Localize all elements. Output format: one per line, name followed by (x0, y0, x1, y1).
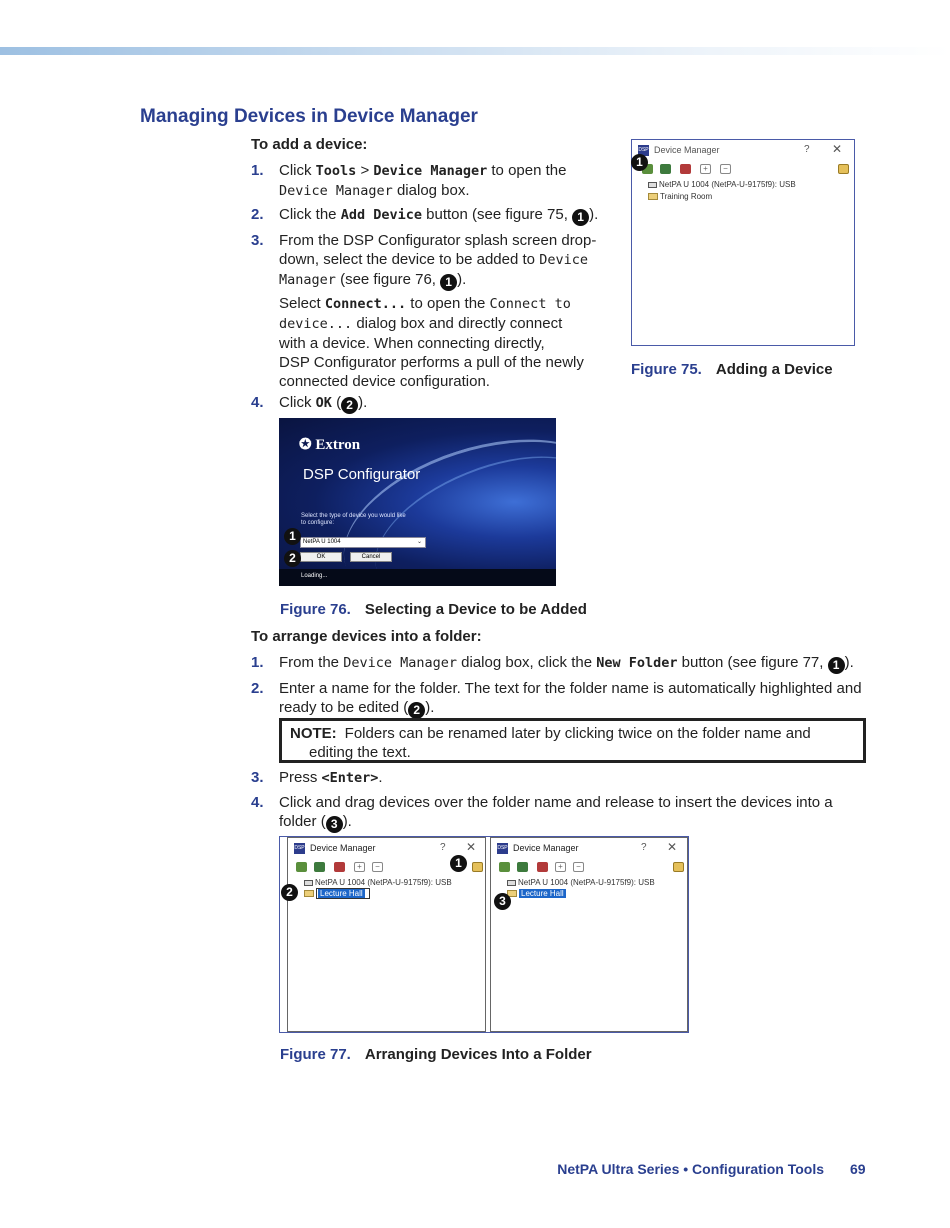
step-text: button (see figure 77, (677, 654, 828, 671)
window-title: Device Manager (513, 843, 579, 853)
add-step-3 (251, 231, 611, 289)
dialog-ref: Device Manager (343, 655, 457, 671)
figure75-device-manager-window (631, 139, 855, 346)
device-type-prompt: Select the type of device you would like to configure: (301, 513, 406, 526)
add-step-1 (251, 161, 611, 201)
device-icon (648, 182, 657, 188)
tree-item-folder-editing[interactable] (304, 889, 370, 898)
expand-icon[interactable]: + (700, 164, 711, 174)
tree-item-device[interactable] (648, 180, 796, 189)
dialog-ref: Device Manager (279, 183, 393, 199)
collapse-icon[interactable]: − (720, 164, 731, 174)
connect-paragraph (279, 294, 619, 391)
expand-icon[interactable]: + (354, 862, 365, 872)
callout-marker-2: 2 (281, 884, 298, 901)
step-text: to open the (487, 162, 567, 179)
callout-marker: 2 (408, 702, 425, 719)
callout-marker-1: 1 (450, 855, 467, 872)
para-text: to open the (406, 295, 490, 312)
button-ref-new-folder: New Folder (596, 655, 678, 671)
folder-icon (648, 193, 658, 200)
toolbar (632, 164, 854, 178)
para-text: DSP Configurator performs a pull of the newly (279, 354, 584, 371)
callout-marker-1: 1 (631, 154, 648, 171)
window-titlebar (491, 838, 687, 860)
menu-ref-device-manager: Device Manager (373, 163, 488, 179)
step-text: From the DSP Configurator splash screen drop- (279, 232, 597, 249)
dialog-ref: Device (539, 252, 588, 268)
folder-label: Lecture Hall (320, 889, 363, 898)
device-icon (304, 880, 313, 886)
footer-title: NetPA Ultra Series • Configuration Tools (557, 1161, 824, 1177)
device-label: NetPA U 1004 (NetPA-U-9175f9): USB (518, 878, 655, 887)
step-number: 2. (251, 680, 264, 697)
callout-marker: 3 (326, 816, 343, 833)
step-text: dialog box, click the (456, 654, 597, 671)
dsp-app-icon: DSP (638, 145, 649, 156)
dialog-ref: Connect to (489, 296, 571, 312)
collapse-icon[interactable]: − (372, 862, 383, 872)
connect-device-icon[interactable] (314, 862, 325, 872)
menu-ref-tools: Tools (315, 163, 357, 179)
loading-text: Loading... (301, 573, 328, 579)
step-text: > (356, 162, 374, 179)
step-text: Press (279, 769, 322, 786)
collapse-icon[interactable]: − (573, 862, 584, 872)
para-text: Select (279, 295, 325, 312)
step-number: 3. (251, 769, 264, 786)
tree-item-device[interactable] (507, 878, 655, 887)
close-button[interactable]: ✕ (832, 142, 843, 156)
para-text: with a device. When connecting directly, (279, 335, 545, 352)
section-heading: Managing Devices in Device Manager (140, 106, 478, 127)
new-folder-icon[interactable] (472, 862, 483, 872)
new-folder-icon[interactable] (673, 862, 684, 872)
device-icon (507, 880, 516, 886)
step-number: 3. (251, 232, 264, 249)
close-button[interactable]: ✕ (466, 840, 477, 854)
remove-device-icon[interactable] (537, 862, 548, 872)
figure-title: Arranging Devices Into a Folder (364, 1046, 592, 1063)
step-text: Click (279, 394, 316, 411)
new-folder-icon[interactable] (838, 164, 849, 174)
step-text: down, select the device to be added to (279, 251, 540, 268)
figure77-right-window (490, 837, 688, 1032)
callout-marker-1: 1 (284, 528, 301, 545)
step-text: ). (457, 271, 467, 288)
dsp-app-icon: DSP (294, 843, 305, 854)
folder-name-edit-field[interactable] (316, 888, 370, 899)
step-text: ). (425, 699, 435, 716)
extron-logo: ✪ Extron (299, 437, 361, 453)
figure-number: Figure 77. (280, 1046, 351, 1063)
add-device-icon[interactable] (296, 862, 307, 872)
help-button[interactable]: ? (440, 842, 446, 853)
window-title: Device Manager (310, 843, 376, 853)
add-step-4 (251, 393, 451, 413)
note-label: NOTE: (290, 725, 337, 742)
step-text: Click (279, 162, 316, 179)
device-label: NetPA U 1004 (NetPA-U-9175f9): USB (315, 878, 452, 887)
step-text: ). (342, 813, 352, 830)
window-title: Device Manager (654, 145, 720, 155)
tree-item-folder[interactable] (648, 192, 712, 201)
para-text: connected device configuration. (279, 373, 490, 390)
note-box (279, 718, 866, 763)
arrange-step-3 (251, 768, 451, 788)
step-text: button (see figure 75, (421, 206, 573, 223)
step-text: . (378, 769, 383, 786)
step-text: ( (331, 394, 342, 411)
figure75-caption (631, 361, 833, 378)
key-ref-enter: <Enter> (321, 770, 379, 786)
figure-number: Figure 75. (631, 361, 702, 378)
selected-value: NetPA U 1004 (303, 539, 341, 545)
step-text: folder ( (279, 813, 326, 830)
step-text: ). (589, 206, 599, 223)
step-number: 4. (251, 794, 264, 811)
step-number: 2. (251, 206, 264, 223)
remove-device-icon[interactable] (680, 164, 691, 174)
callout-marker: 1 (440, 274, 457, 291)
callout-marker-3: 3 (494, 893, 511, 910)
add-step-2 (251, 205, 611, 225)
figure76-caption (280, 601, 587, 618)
remove-device-icon[interactable] (334, 862, 345, 872)
add-device-icon[interactable] (499, 862, 510, 872)
step-text: ). (844, 654, 854, 671)
arrange-subheading: To arrange devices into a folder: (251, 628, 482, 645)
header-gradient-bar (0, 47, 950, 55)
callout-marker: 1 (828, 657, 845, 674)
folder-label: Lecture Hall (521, 889, 564, 898)
dialog-ref: Manager (279, 272, 336, 288)
tree-item-folder[interactable] (507, 889, 566, 898)
device-type-select[interactable] (300, 537, 426, 548)
toolbar (491, 862, 687, 876)
arrange-step-4 (251, 793, 871, 831)
dialog-ref: device... (279, 316, 353, 332)
tree-item-device[interactable] (304, 878, 452, 887)
ok-button[interactable]: OK (300, 552, 342, 562)
button-ref-ok: OK (315, 395, 332, 411)
arrange-step-2 (251, 679, 871, 717)
chevron-down-icon: ⌄ (416, 539, 422, 545)
help-button[interactable]: ? (641, 842, 647, 853)
callout-marker-2: 2 (284, 550, 301, 567)
connect-device-icon[interactable] (517, 862, 528, 872)
callout-marker: 1 (572, 209, 589, 226)
step-text: Click the (279, 206, 341, 223)
window-titlebar (632, 140, 854, 162)
step-number: 1. (251, 654, 264, 671)
cancel-button[interactable]: Cancel (350, 552, 392, 562)
step-text: Click and drag devices over the folder name and release to insert the devices into a (279, 794, 833, 811)
option-ref-connect: Connect... (324, 296, 407, 312)
help-button[interactable]: ? (804, 144, 810, 155)
button-ref-add-device: Add Device (340, 207, 422, 223)
figure-title: Adding a Device (715, 361, 833, 378)
close-button[interactable]: ✕ (667, 840, 678, 854)
connect-device-icon[interactable] (660, 164, 671, 174)
step-text: ready to be edited ( (279, 699, 409, 716)
note-text: Folders can be renamed later by clicking twice on the folder name and (344, 725, 811, 742)
step-text: dialog box. (392, 182, 470, 199)
para-text: dialog box and directly connect (352, 315, 563, 332)
figure-title: Selecting a Device to be Added (364, 601, 587, 618)
device-label: NetPA U 1004 (NetPA-U-9175f9): USB (659, 180, 796, 189)
arrange-step-1 (251, 653, 871, 673)
figure-number: Figure 76. (280, 601, 351, 618)
folder-icon (304, 890, 314, 897)
page-number: 69 (850, 1161, 866, 1177)
step-text: From the (279, 654, 344, 671)
folder-label: Training Room (660, 192, 713, 201)
step-text: (see figure 76, (335, 271, 441, 288)
figure77-caption (280, 1046, 592, 1063)
add-device-subheading: To add a device: (251, 136, 368, 153)
expand-icon[interactable]: + (555, 862, 566, 872)
callout-marker: 2 (341, 397, 358, 414)
step-number: 1. (251, 162, 264, 179)
dsp-app-icon: DSP (497, 843, 508, 854)
product-title: DSP Configurator (303, 466, 421, 483)
step-number: 4. (251, 394, 264, 411)
step-text: Enter a name for the folder. The text for the folder name is automatically highlighted and (279, 680, 862, 697)
figure76-splash-screen (279, 418, 556, 586)
logo-text: Extron (315, 437, 361, 453)
note-text: editing the text. (309, 744, 411, 761)
step-text: ). (358, 394, 368, 411)
